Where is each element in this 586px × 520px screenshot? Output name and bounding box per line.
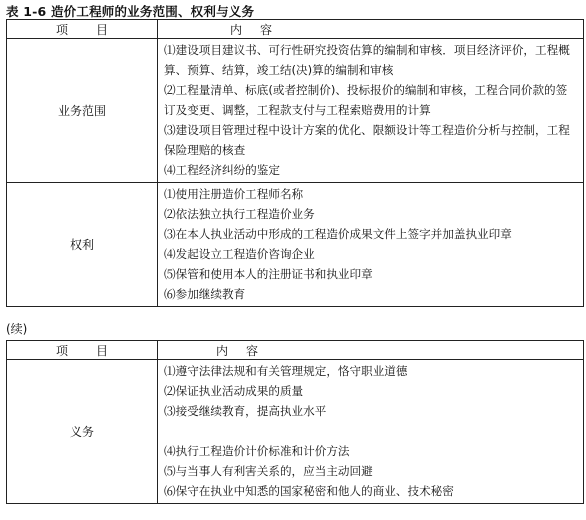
list-item: ⑷发起设立工程造价咨询企业	[164, 247, 315, 261]
duties-table-part2	[6, 340, 584, 504]
list-item: ⑶建设项目管理过程中设计方案的优化、限额设计等工程造价分析与控制，工程保险理赔的核查	[164, 123, 570, 157]
content-scope	[158, 39, 584, 183]
content-duties	[158, 360, 584, 504]
list-item: ⑴建设项目建议书、可行性研究投资估算的编制和审核．项目经济评价，工程概算、预算、结算，竣工结(决)算的编制和审核	[164, 43, 570, 77]
header-content: 内容	[158, 341, 584, 360]
list-item: ⑴遵守法律法规和有关管理规定，恪守职业道德	[164, 364, 408, 378]
header-content: 内容	[158, 20, 584, 39]
list-item: ⑹保守在执业中知悉的国家秘密和他人的商业、技术秘密	[164, 484, 454, 498]
table-row-scope	[7, 39, 584, 183]
header-item: 项目	[7, 20, 158, 39]
table-header-row	[7, 20, 584, 39]
table-row-duties	[7, 360, 584, 504]
list-item: ⑶接受继续教育，提高执业水平	[164, 404, 327, 418]
list-item: ⑸保管和使用本人的注册证书和执业印章	[164, 267, 373, 281]
list-item: ⑸与当事人有利害关系的，应当主动回避	[164, 464, 373, 478]
continued-label: (续)	[6, 322, 28, 336]
list-item: ⑵依法独立执行工程造价业务	[164, 207, 315, 221]
duties-table-part1	[6, 19, 584, 307]
table-caption: 表 1-6 造价工程师的业务范围、权利与义务	[6, 4, 255, 19]
list-item: ⑶在本人执业活动中形成的工程造价成果文件上签字并加盖执业印章	[164, 227, 512, 241]
list-item: ⑷执行工程造价计价标准和计价方法	[164, 444, 350, 458]
category-duties: 义务	[7, 360, 158, 504]
list-item: ⑵工程量清单、标底(或者控制价)、投标报价的编制和审核，工程合同价款的签订及变更、调整，工程款支付与工程索赔费用的计算	[164, 83, 568, 117]
spacer	[164, 421, 577, 441]
table-row-rights	[7, 183, 584, 307]
table-header-row	[7, 341, 584, 360]
list-item: ⑹参加继续教育	[164, 287, 246, 301]
content-rights	[158, 183, 584, 307]
category-rights: 权利	[7, 183, 158, 307]
category-scope: 业务范围	[7, 39, 158, 183]
list-item: ⑵保证执业活动成果的质量	[164, 384, 304, 398]
list-item: ⑷工程经济纠纷的鉴定	[164, 163, 280, 177]
header-item: 项目	[7, 341, 158, 360]
list-item: ⑴使用注册造价工程师名称	[164, 187, 304, 201]
